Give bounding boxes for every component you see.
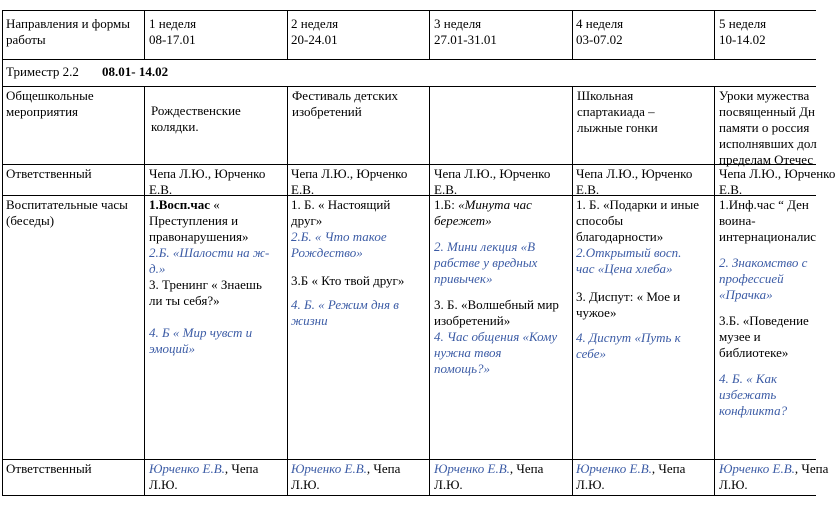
grid-line <box>429 86 430 495</box>
hours-w1-item-1: 1.Восп.час « <box>149 197 220 212</box>
grid-line <box>287 10 288 59</box>
grid-line <box>429 10 430 59</box>
grid-line <box>2 495 816 496</box>
responsible2-week-2: Юрченко Е.В., Чепа Л.Ю. <box>291 461 401 492</box>
hours-week-5: 1.Инф.час “ Ден воина- интернационалис 2. Знакомство с профессией «Прачка» 3.Б. «Поведение музее и библиотеке» 4. Б. « Как избежать конфликта? <box>719 197 817 418</box>
row-label-responsible: Ответственный <box>6 166 92 181</box>
grid-line <box>2 195 816 196</box>
grid-line <box>714 86 715 495</box>
grid-line <box>2 459 816 460</box>
hours-week-2: 1. Б. « Настоящий друг» 2.Б. « Что такое Рождество» 3.Б « Кто твой друг» 4. Б. « Режим дня в жизни <box>291 197 405 328</box>
event-week-5: Уроки мужества посвященный Дн памяти о россия исполнявших дол пределам Отечес <box>719 88 817 167</box>
header-directions: Направления и формы работы <box>6 16 130 47</box>
grid-line <box>572 86 573 495</box>
hours-week-4: 1. Б. «Подарки и иные способы благодарности» 2.Открытый восп. час «Цена хлеба» 3. Диспут: « Мое и чужое» 4. Диспут «Путь к себе» <box>576 197 700 361</box>
header-week-2: 2 неделя 20-24.01 <box>291 16 339 47</box>
responsible-week-2: Чепа Л.Ю., Юрченко Е.В. <box>291 166 408 197</box>
header-week-4: 4 неделя 03-07.02 <box>576 16 624 47</box>
grid-line <box>2 86 816 87</box>
hours-week-3: 1.Б: «Минута час бережет» 2. Мини лекция «В рабстве у вредных привычек» 3. Б. «Волшебный мир изобретений» 4. Час общения «Кому нужна твоя помощь?» <box>434 197 559 376</box>
event-week-2: Фестиваль детских изобретений <box>292 88 399 119</box>
header-week-5: 5 неделя 10-14.02 <box>719 16 767 47</box>
grid-line <box>144 10 145 59</box>
trimester-label: Триместр 2.2 <box>6 64 79 79</box>
responsible-week-1: Чепа Л.Ю., Юрченко Е.В. <box>149 166 266 197</box>
event-week-1: Рождественские колядки. <box>151 103 241 134</box>
row-label-hours: Воспитательные часы (беседы) <box>6 197 128 228</box>
responsible-week-4: Чепа Л.Ю., Юрченко Е.В. <box>576 166 693 197</box>
event-week-4: Школьная спартакиада – лыжные гонки <box>577 88 658 135</box>
grid-line <box>2 59 816 60</box>
grid-line <box>2 10 816 11</box>
grid-line <box>572 10 573 59</box>
grid-line <box>144 86 145 495</box>
responsible2-week-5: Юрченко Е.В., Чепа Л.Ю. <box>719 461 829 492</box>
responsible2-week-4: Юрченко Е.В., Чепа Л.Ю. <box>576 461 686 492</box>
row-label-responsible-2: Ответственный <box>6 461 92 476</box>
grid-line <box>287 86 288 495</box>
responsible2-week-3: Юрченко Е.В., Чепа Л.Ю. <box>434 461 544 492</box>
responsible2-week-1: Юрченко Е.В., Чепа Л.Ю. <box>149 461 259 492</box>
header-week-3: 3 неделя 27.01-31.01 <box>434 16 497 47</box>
header-week-1: 1 неделя 08-17.01 <box>149 16 197 47</box>
grid-line <box>714 10 715 59</box>
hours-week-1: 1.Восп.час « Преступления и правонарушения» 2.Б. «Шалости на ж- д.» 3. Тренинг « Знаешь ли ты себя?» 4. Б « Мир чувст и эмоций» <box>149 197 270 356</box>
responsible-week-5: Чепа Л.Ю., Юрченко Е.В. <box>719 166 835 197</box>
trimester-dates: 08.01- 14.02 <box>102 64 169 79</box>
grid-line <box>2 10 3 495</box>
grid-line <box>2 164 816 165</box>
responsible-week-3: Чепа Л.Ю., Юрченко Е.В. <box>434 166 551 197</box>
row-label-events: Общешкольные мероприятия <box>6 88 94 119</box>
